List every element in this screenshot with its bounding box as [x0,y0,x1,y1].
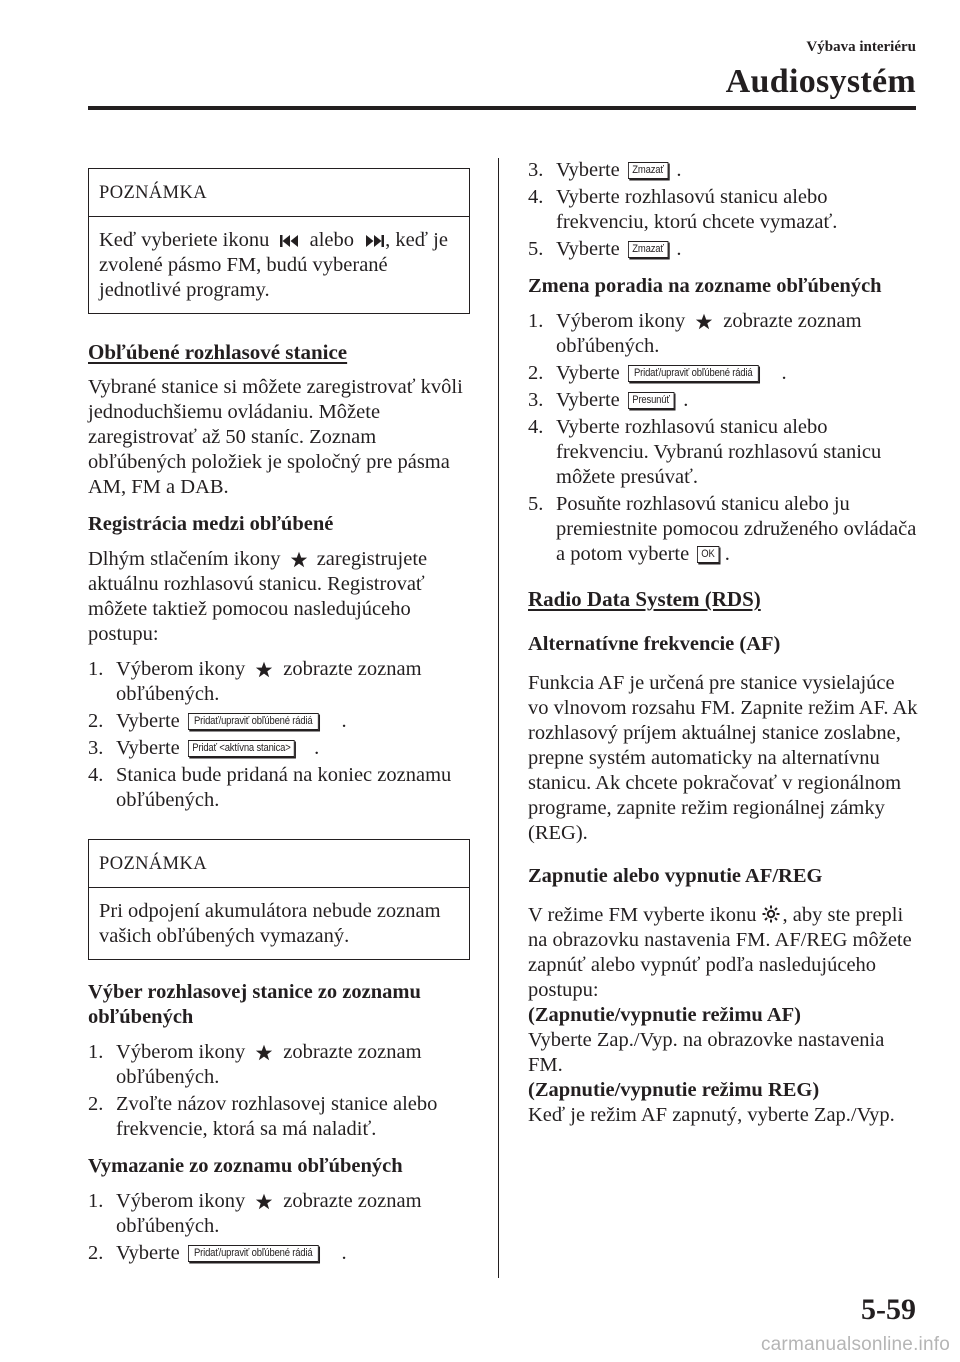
list-item: 4. Vyberte rozhlasovú stanicu alebo frekvenciu, ktorú chcete vymazať. [528,186,838,233]
list-item: 1. Výberom ikony zobrazte zoznam obľúbených. [528,310,862,357]
star-icon [255,1044,273,1061]
right-column [528,158,918,1128]
list-item: 2. Zvoľte názov rozhlasovej stanice alebo frekvencie, ktorá sa má naladiť. [88,1093,438,1140]
steps-list [88,657,470,813]
list-item: 3. Vyberte Pridať <aktívna stanica> . [88,737,320,759]
list-item: 1. Výberom ikony zobrazte zoznam obľúbených. [88,1190,422,1237]
paragraph: Vybrané stanice si môžete zaregistrovať kvôli jednoduchšiemu ovládaniu. Môžete zaregistrovať až 50 staníc. Zoznam obľúbených položiek je spoločný pre pásma AM, FM a DAB. [88,376,463,498]
subsection-heading: Zmena poradia na zozname obľúbených [528,275,882,297]
header-rule [88,106,916,110]
page-number: 5-59 [861,1293,916,1326]
section-heading: Radio Data System (RDS) [528,587,761,611]
paragraph: Keď je režim AF zapnutý, vyberte Zap./Vyp. [528,1104,895,1126]
list-item: 2. Vyberte Pridať/upraviť obľúbené rádiá . [528,362,787,384]
subsection-heading: (Zapnutie/vypnutie režimu AF) [528,1004,801,1026]
paragraph: V režime FM vyberte ikonu , aby ste prepli na obrazovku nastavenia FM. AF/REG môžete zapnúť alebo vypnúť podľa nasledujúceho postupu: [528,904,912,1001]
section-title: Výbava interiéru [806,39,916,55]
delete-button: Zmazať [628,241,668,258]
note-text: , keď je zvolené pásmo FM, budú vyberané jednotlivé programy. [99,229,448,301]
left-column [88,160,470,1276]
subsection-heading: Výber rozhlasovej stanice zo zoznamu obľúbených [88,981,421,1028]
seek-forward-icon [363,233,385,249]
note-text: Keď vyberiete ikonu [99,229,270,251]
subsection-heading: Zapnutie alebo vypnutie AF/REG [528,865,823,887]
list-item: 5. Vyberte Zmazať . [528,238,682,260]
star-icon [255,1193,273,1210]
list-item: 3. Vyberte Presunúť . [528,389,689,411]
star-icon [255,661,273,678]
section-heading: Obľúbené rozhlasové stanice [88,340,348,364]
list-item: 2. Vyberte Pridať/upraviť obľúbené rádiá . [88,1242,347,1264]
list-item: 5. Posuňte rozhlasovú stanicu alebo ju premiestnite pomocou združeného ovládača a potom vyberte OK . [528,493,917,565]
list-item: 1. Výberom ikony zobrazte zoznam obľúbených. [88,1041,422,1088]
star-icon [695,313,713,330]
note-body: Pri odpojení akumulátora nebude zoznam vašich obľúbených vymazaný. [99,900,441,947]
list-item: 4. Vyberte rozhlasovú stanicu alebo frekvenciu. Vybranú rozhlasovú stanicu môžete presúvať. [528,416,882,488]
add-edit-favorites-button: Pridať/upraviť obľúbené rádiá [188,1245,319,1262]
subsection-heading: Alternatívne frekvencie (AF) [528,633,781,655]
list-item: 1. Výberom ikony zobrazte zoznam obľúbených. [88,658,422,705]
seek-back-icon [279,233,301,249]
note-text: alebo [309,229,355,251]
move-button: Presunúť [628,392,674,409]
star-icon [290,551,308,568]
note-title: POZNÁMKA [89,840,469,888]
add-edit-favorites-button: Pridať/upraviť obľúbené rádiá [628,365,759,382]
steps-list [88,1040,470,1142]
steps-list [528,309,918,567]
steps-list [528,158,918,262]
list-item: 3. Vyberte Zmazať . [528,159,682,181]
add-active-station-button: Pridať <aktívna stanica> [188,740,295,757]
add-edit-favorites-button: Pridať/upraviť obľúbené rádiá [188,713,319,730]
page-title: Audiosystém [725,63,916,100]
column-divider [498,158,499,1278]
ok-button: OK [697,546,719,563]
subsection-heading: Registrácia medzi obľúbené [88,513,334,535]
list-item: 4. Stanica bude pridaná na koniec zoznamu obľúbených. [88,764,452,811]
note-body [89,217,469,313]
paragraph: Vyberte Zap./Vyp. na obrazovke nastavenia FM. [528,1029,885,1076]
footer-watermark[interactable]: carmanualsonline.info [760,1334,950,1355]
settings-gear-icon [761,904,781,924]
note-title: POZNÁMKA [89,169,469,217]
subsection-heading: Vymazanie zo zoznamu obľúbených [88,1155,403,1177]
note-box [88,168,470,314]
delete-button: Zmazať [628,162,668,179]
list-item: 2. Vyberte Pridať/upraviť obľúbené rádiá . [88,710,347,732]
note-box [88,839,470,960]
steps-list [88,1189,470,1266]
subsection-heading: (Zapnutie/vypnutie režimu REG) [528,1079,820,1101]
paragraph: Dlhým stlačením ikony zaregistrujete aktuálnu rozhlasovú stanicu. Registrovať môžete taktiež pomocou nasledujúceho postupu: [88,548,428,645]
paragraph: Funkcia AF je určená pre stanice vysielajúce vo vlnovom rozsahu FM. Zapnite režim AF. Ak rozhlasový príjem aktuálnej stanice zoslabne, prepne systém automaticky na alternatívnu stanicu. Ak chcete pokračovať v regionálnom programe, zapnite režim regionálnej zámky (REG). [528,672,918,844]
